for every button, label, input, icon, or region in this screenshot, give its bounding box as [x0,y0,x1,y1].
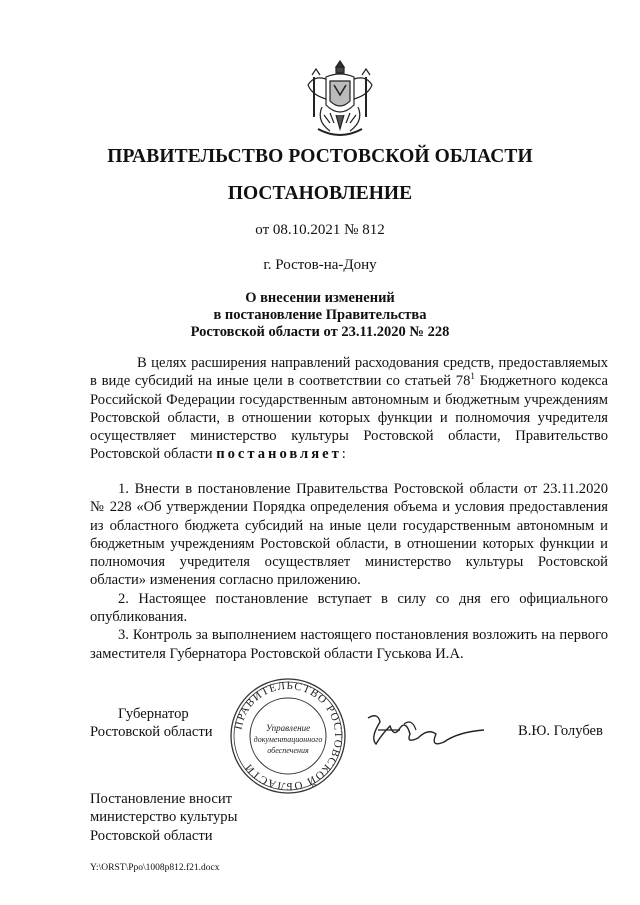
governor-title [90,705,213,742]
subject-line: Ростовской области от 23.11.2020 № 228 [190,324,450,340]
subject-line: в постановление Правительства [213,307,427,323]
coat-of-arms-icon [300,55,380,143]
date-number: от 08.10.2021 № 812 [255,222,385,238]
organization-title: ПРАВИТЕЛЬСТВО РОСТОВСКОЙ ОБЛАСТИ [107,146,533,167]
preamble-superscript: 1 [470,371,475,382]
city: г. Ростов-на-Дону [263,257,377,273]
resolution-items [90,480,608,663]
stamp-center-line: документационного [253,735,323,744]
author-line: министерство культуры [90,809,238,826]
handwritten-signature-icon [362,710,490,752]
governor-title-line: Губернатор [118,706,189,722]
resolution-item: 3. Контроль за выполнением настоящего постановления возложить на первого заместителя Губернатора Ростовской области Гуськова И.А. [90,627,608,662]
stamp-center-line: обеспечения [267,746,309,755]
document-type: ПОСТАНОВЛЕНИЕ [227,183,413,204]
resolution-item: 1. Внести в постановление Правительства Ростовской области от 23.11.2020 № 228 «Об утверждении Порядка определения объема и условия предоставления из областного бюджета субсидий на иные цели государственным автономным и бюджетным учреждениям Ростовской области, в отношении которых функции и полномочия учредителя осуществляет министерство культуры Ростовской области» изменения согласно приложению. [90,481,608,589]
subject-line: О внесении изменений [245,290,395,306]
preamble-text-continued: Бюджетного кодекса Российской Федерации государственным автономным и бюджетным учреждениям Ростовской области, в отношении которых функции и полномочия учредителя осуществляет министерство культуры Ростовской области, Правительство Ростовской области [90,373,608,463]
resolves-word: постановляет [216,446,342,463]
stamp-ring-text: ПРАВИТЕЛЬСТВО РОСТОВСКОЙ ОБЛАСТИ [232,679,345,793]
author-line: Ростовской области [90,827,213,844]
document-subject [0,290,640,341]
author-block [90,790,237,845]
author-line: Постановление вносит [90,791,233,807]
stamp-center-line: Управление [265,723,311,733]
resolution-item: 2. Настоящее постановление вступает в силу со дня его официального опубликования. [90,590,608,626]
file-path: Y:\ORST\Ppo\1008p812.f21.docx [90,863,220,873]
governor-name: В.Ю. Голубев [518,723,603,739]
official-seal-icon [228,676,348,796]
governor-title-line: Ростовской области [90,724,213,741]
preamble-text: В целях расширения направлений расходования средств, предоставляемых в виде субсидий на иные цели в соответствии со статьей 78 [90,355,608,390]
preamble [90,354,608,464]
preamble-colon: : [341,446,346,463]
